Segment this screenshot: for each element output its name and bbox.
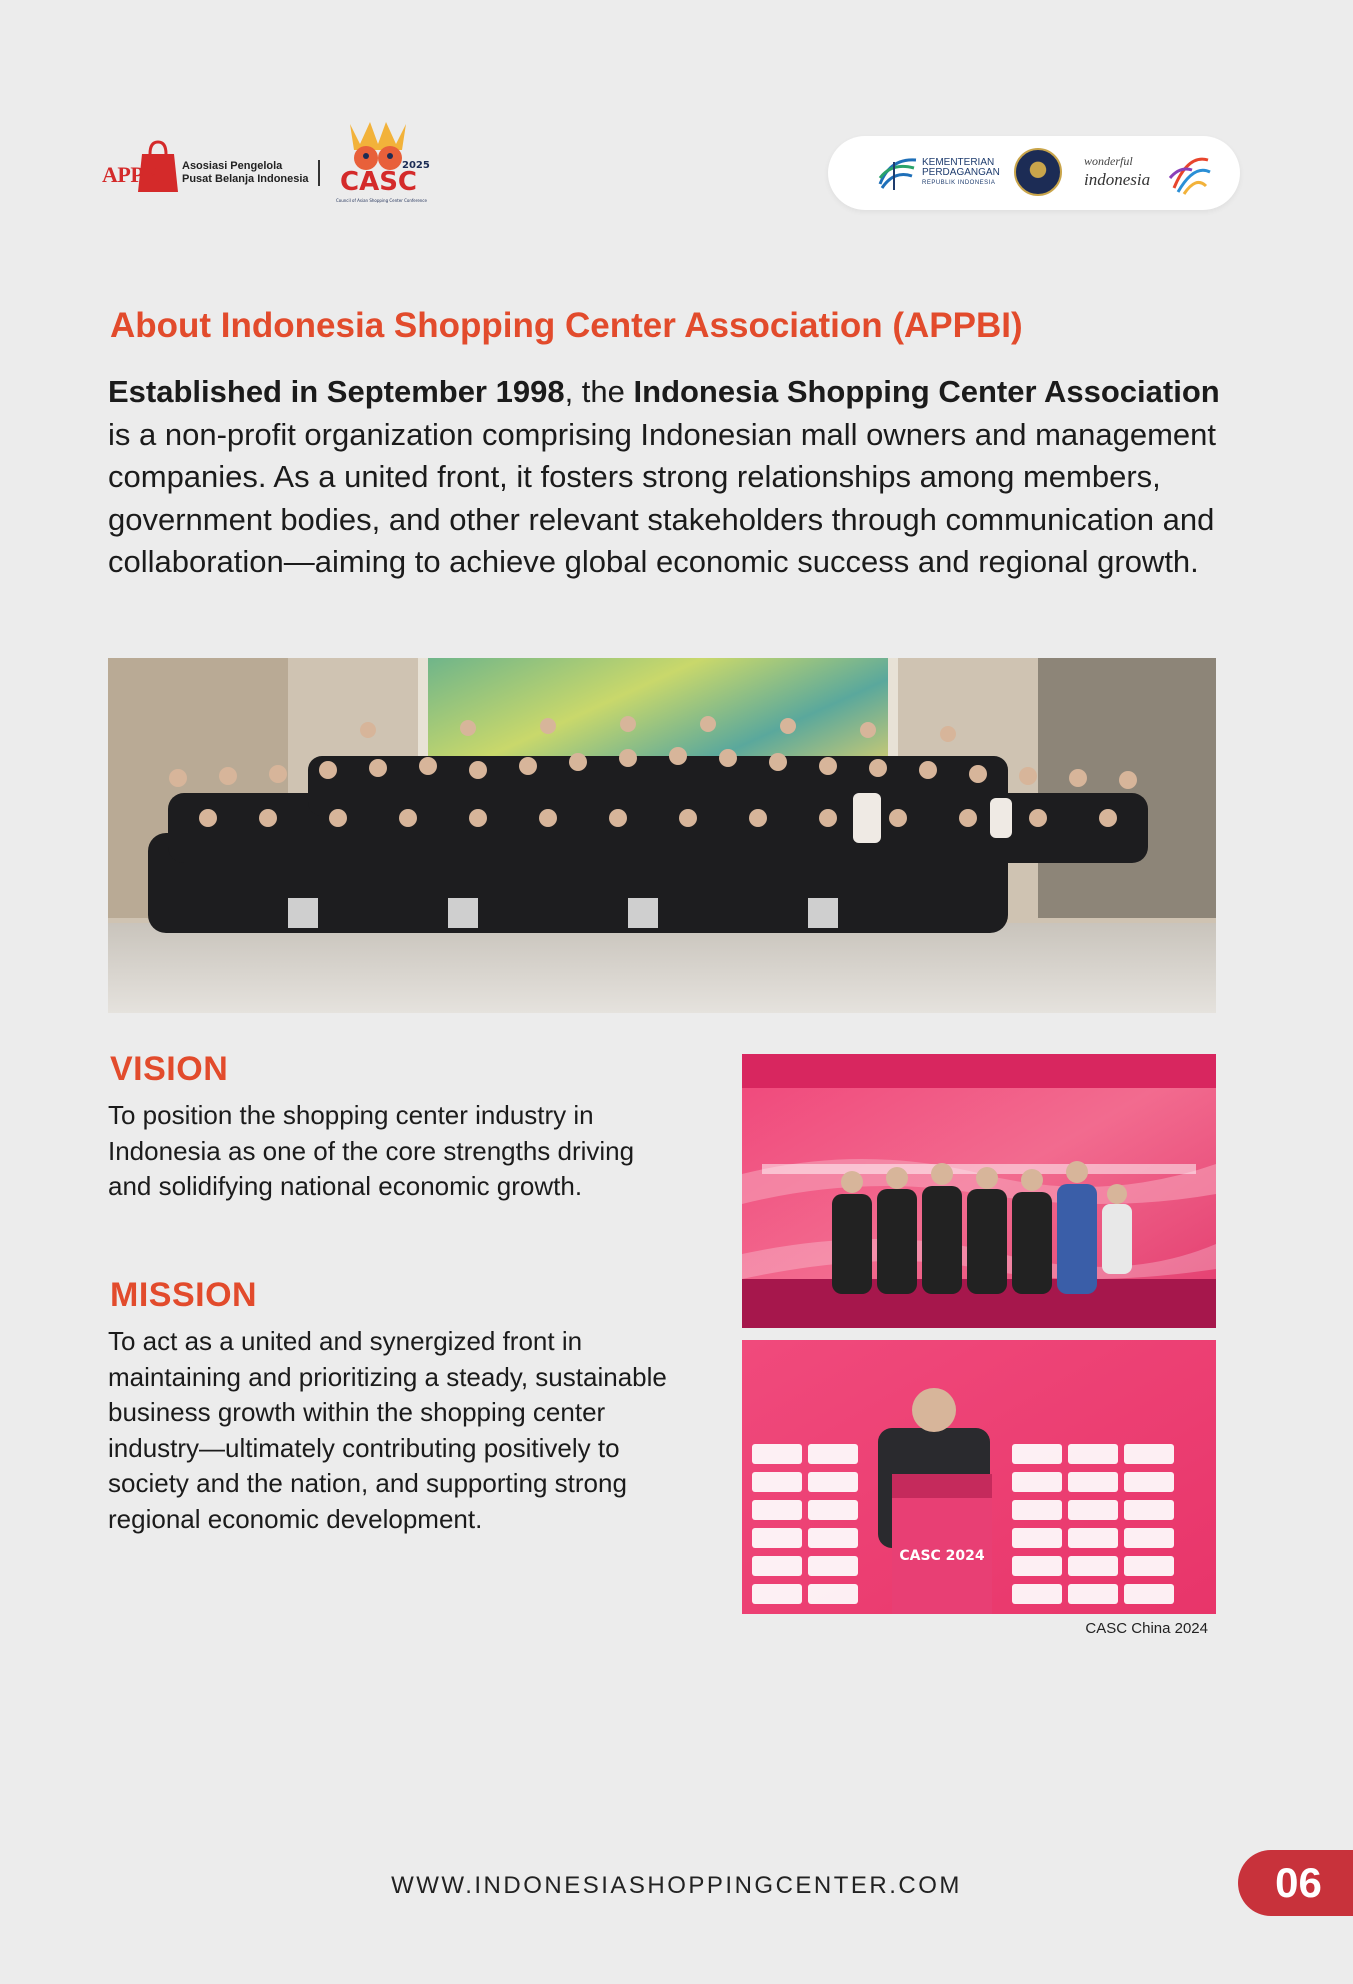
mission-text: To act as a united and synergized front in maintaining and prioritizing a steady, sustainable business growth within the shopping center industry—ultimately contributing positively to society and the nation, and supporting strong regional economic development.: [108, 1326, 667, 1534]
casc-logo-subtitle: Council of Asian Shopping Center Conference: [336, 198, 427, 203]
wonderful-indonesia-logo: wonderful indonesia: [1084, 152, 1214, 196]
event-photo-group: [742, 1054, 1216, 1328]
group-photo: [108, 658, 1216, 1013]
casc-logo-year: 2025: [402, 160, 430, 171]
website-link[interactable]: WWW.INDONESIASHOPPINGCENTER.COM: [391, 1872, 962, 1899]
appbi-logo: [102, 134, 312, 196]
partner-logos: [828, 136, 1240, 210]
appbi-logo-word: APPBI: [102, 162, 166, 187]
event-photo-speaker: [742, 1340, 1216, 1614]
vision-title: VISION: [110, 1050, 229, 1088]
page-number-badge: 06: [1238, 1850, 1353, 1916]
garuda-swirl-icon: [1168, 152, 1214, 196]
photo-caption: CASC China 2024: [1085, 1620, 1208, 1637]
casc-logo-word: CASC: [340, 167, 418, 197]
vision-text: To position the shopping center industry in Indonesia as one of the core strengths driving and solidifying national economic growth.: [108, 1100, 635, 1201]
kemendag-logo: KEMENTERIAN PERDAGANGAN REPUBLIK INDONESIA: [876, 154, 1016, 192]
kemendag-mark-icon: [876, 154, 920, 192]
mission-title: MISSION: [110, 1276, 258, 1314]
appbi-logo-subtitle: Asosiasi Pengelola Pusat Belanja Indonesia: [182, 160, 309, 185]
logo-divider: [318, 160, 320, 186]
casc-logo: [330, 118, 430, 208]
podium-sign: CASC 2024: [899, 1548, 985, 1564]
about-heading: About Indonesia Shopping Center Association (APPBI): [110, 306, 1023, 345]
ministry-seal-icon: [1014, 148, 1062, 196]
about-paragraph: Established in September 1998, the Indonesia Shopping Center Association is a non-profit organization comprising Indonesian mall owners and management companies. As a united front, it fosters strong relationships among members, government bodies, and other relevant stakeholders through communication and collaboration—aiming to achieve global economic success and regional growth.: [108, 374, 1220, 579]
